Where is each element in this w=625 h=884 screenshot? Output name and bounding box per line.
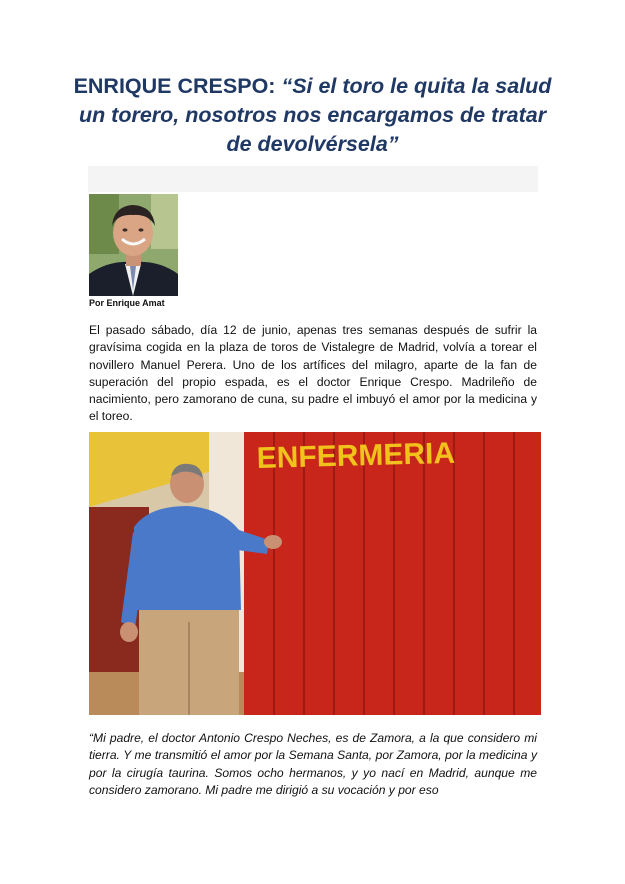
byline: Por Enrique Amat	[89, 298, 165, 308]
enfermeria-sign: ENFERMERIA	[256, 436, 456, 475]
portrait-illustration	[89, 194, 178, 296]
title-separator-band	[88, 166, 538, 192]
intro-paragraph: El pasado sábado, día 12 de junio, apenas tres semanas después de sufrir la gravísima cogida en la plaza de toros de Vistalegre de Madrid, volvía a torear el novillero Manuel Perera. Uno de los artífices del milagro, aparte de la fan de superación del propio espada, es el doctor Enrique Crespo. Madrileño de nacimiento, pero zamorano de cuna, su padre el imbuyó el amor por la medicina y el toreo.	[89, 323, 537, 424]
title-quote: “Si el toro le quita la salud un torero, nosotros nos encargamos de tratar de devolvérsela”	[78, 74, 552, 156]
title-lead: ENRIQUE CRESPO:	[73, 74, 282, 98]
infirmary-photo	[89, 432, 541, 715]
interview-paragraph: “Mi padre, el doctor Antonio Crespo Neches, es de Zamora, a la que considero mi tierra. Y me transmitió el amor por la Semana Santa, por Zamora, por la medicina y por la cirugía taurina. Somos ocho hermanos, y yo nací en Madrid, aunque me considero zamorano. Mi padre me dirigió a su vocación y por eso	[89, 731, 537, 797]
article-title	[70, 72, 555, 159]
author-portrait	[89, 194, 178, 296]
infirmary-photo-illustration	[89, 432, 541, 715]
